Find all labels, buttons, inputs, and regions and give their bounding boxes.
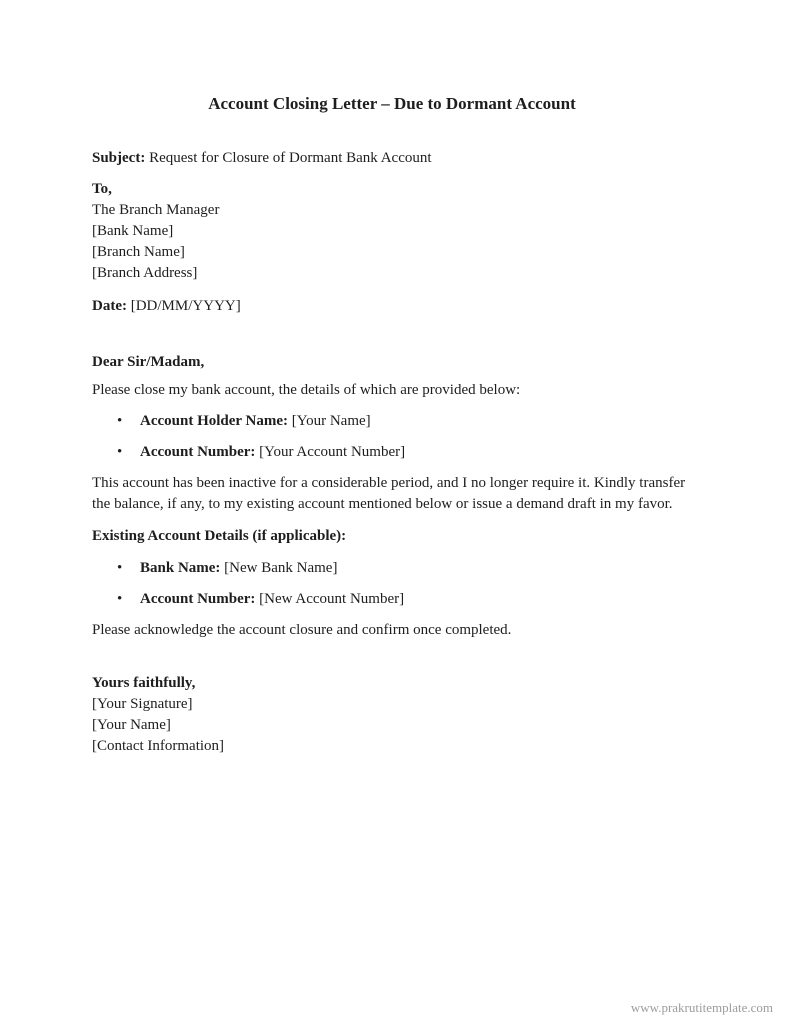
to-label: To, [92, 181, 112, 197]
detail-label: Bank Name: [140, 560, 221, 576]
account-details-list [92, 411, 692, 463]
detail-value: [Your Name] [288, 413, 371, 429]
list-item [92, 442, 692, 463]
bullet-icon: • [117, 560, 123, 576]
detail-value: [New Account Number] [255, 591, 405, 607]
body-paragraph: This account has been inactive for a considerable period, and I no longer require it. Kindly transfer the balance, if any, to my existing account mentioned below or issue a demand draft in my favor. [92, 475, 686, 512]
detail-label: Account Number: [140, 591, 256, 607]
closing-request: Please acknowledge the account closure and confirm once completed. [92, 622, 512, 638]
subject-label: Subject: [92, 150, 146, 166]
signoff: Yours faithfully, [92, 675, 196, 691]
recipient-address-block [92, 179, 692, 284]
bullet-icon: • [117, 444, 123, 460]
footer-watermark-url: www.prakrutitemplate.com [630, 1000, 773, 1015]
date-line [92, 296, 692, 317]
existing-account-heading: Existing Account Details (if applicable): [92, 528, 347, 544]
list-item [92, 411, 692, 432]
signature-line: [Contact Information] [92, 738, 225, 754]
subject-line [92, 148, 692, 169]
bullet-icon: • [117, 591, 123, 607]
list-item [92, 558, 692, 579]
intro-paragraph: Please close my bank account, the details of which are provided below: [92, 382, 521, 398]
date-value: [DD/MM/YYYY] [126, 298, 241, 314]
list-item [92, 589, 692, 610]
address-line: [Bank Name] [92, 223, 174, 239]
signature-line: [Your Name] [92, 717, 171, 733]
salutation: Dear Sir/Madam, [92, 354, 205, 370]
letter-content [92, 92, 692, 757]
detail-label: Account Number: [140, 444, 256, 460]
signature-line: [Your Signature] [92, 696, 193, 712]
address-line: [Branch Address] [92, 265, 198, 281]
detail-value: [Your Account Number] [255, 444, 406, 460]
signature-block [92, 673, 692, 757]
bullet-icon: • [117, 413, 123, 429]
existing-details-list [92, 558, 692, 610]
address-line: [Branch Name] [92, 244, 185, 260]
detail-value: [New Bank Name] [220, 560, 338, 576]
page-title: Account Closing Letter – Due to Dormant Account [208, 94, 576, 113]
subject-text: Request for Closure of Dormant Bank Account [145, 150, 432, 166]
address-line: The Branch Manager [92, 202, 220, 218]
detail-label: Account Holder Name: [140, 413, 289, 429]
date-label: Date: [92, 298, 127, 314]
